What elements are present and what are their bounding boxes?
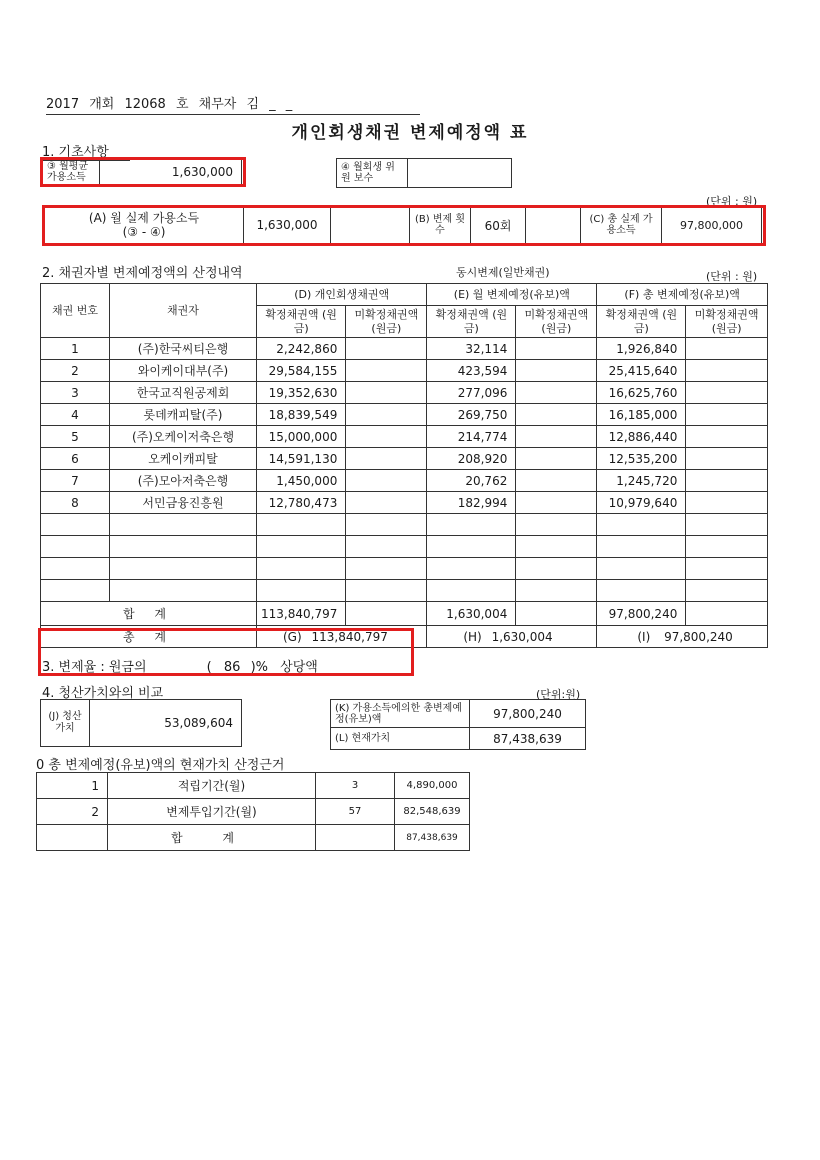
creditor-e-confirmed: 269,750 [427, 404, 516, 426]
document-title: 개인회생채권 변제예정액 표 [291, 123, 529, 143]
creditor-rows [41, 338, 768, 514]
creditor-e-confirmed: 32,114 [427, 338, 516, 360]
table-row [41, 360, 768, 382]
creditor-f-unconfirmed [686, 404, 768, 426]
basis-no: 2 [37, 799, 108, 825]
i-value: 97,800,240 [664, 629, 733, 644]
present-value-table [330, 699, 586, 750]
creditor-e-unconfirmed [516, 426, 597, 448]
creditor-name: (주)오케이저축은행 [110, 426, 257, 448]
c-value: 97,800,000 [662, 207, 762, 244]
sum-label: 합 계 [41, 602, 257, 626]
basis-months: 57 [316, 799, 395, 825]
creditor-d-unconfirmed [346, 404, 427, 426]
repayment-rate-line [42, 656, 412, 675]
creditor-d-unconfirmed [346, 382, 427, 404]
creditor-no: 8 [41, 492, 110, 514]
g-label: (G) [283, 629, 302, 644]
empty-row [41, 536, 768, 558]
table-row [41, 404, 768, 426]
creditor-d-confirmed: 2,242,860 [257, 338, 346, 360]
col-creditor: 채권자 [110, 284, 257, 338]
a-label: (A) 월 실제 가용소득 [88, 211, 200, 225]
col-e: (E) 월 변제예정(유보)액 [427, 284, 597, 306]
creditor-f-confirmed: 1,245,720 [597, 470, 686, 492]
creditor-f-unconfirmed [686, 338, 768, 360]
creditor-no: 4 [41, 404, 110, 426]
creditor-e-unconfirmed [516, 404, 597, 426]
creditor-f-unconfirmed [686, 448, 768, 470]
creditor-d-confirmed: 19,352,630 [257, 382, 346, 404]
monthly-income-label: ③ 월평균 가용소득 [43, 159, 100, 186]
f-confirmed: 확정채권액 (원금) [597, 306, 686, 338]
section1-heading: 1. 기초사항 [42, 141, 130, 161]
creditor-e-confirmed: 208,920 [427, 448, 516, 470]
total-label: 총 계 [41, 626, 257, 648]
basis-sum-value: 87,438,639 [395, 825, 470, 851]
basis-value: 4,890,000 [395, 773, 470, 799]
creditor-name: 와이케이대부(주) [110, 360, 257, 382]
sum-e: 1,630,004 [427, 602, 516, 626]
creditor-f-confirmed: 16,625,760 [597, 382, 686, 404]
d-confirmed: 확정채권액 (원금) [257, 306, 346, 338]
basis-value: 82,548,639 [395, 799, 470, 825]
table-row [41, 470, 768, 492]
i-cell [597, 626, 768, 648]
b-empty [526, 207, 581, 244]
creditor-no: 6 [41, 448, 110, 470]
basis-row [37, 773, 470, 799]
a-empty [331, 207, 410, 244]
creditor-f-unconfirmed [686, 426, 768, 448]
creditor-e-unconfirmed [516, 492, 597, 514]
a-sub: (③ - ④) [122, 225, 166, 239]
creditor-name: 롯데캐피탈(주) [110, 404, 257, 426]
repayment-rate-close: )% [250, 660, 269, 675]
empty-row [41, 514, 768, 536]
creditor-no: 3 [41, 382, 110, 404]
creditor-e-unconfirmed [516, 360, 597, 382]
l-label: (L) 현재가치 [331, 728, 470, 750]
creditor-name: 한국교직원공제회 [110, 382, 257, 404]
col-no: 채권 번호 [41, 284, 110, 338]
section2-heading: 2. 채권자별 변제예정액의 산정내역 [42, 266, 243, 281]
empty-row [41, 558, 768, 580]
creditor-no: 1 [41, 338, 110, 360]
creditor-f-unconfirmed [686, 470, 768, 492]
table-row [41, 338, 768, 360]
creditor-name: 서민금융진흥원 [110, 492, 257, 514]
h-value: 1,630,004 [491, 629, 553, 644]
creditor-e-unconfirmed [516, 448, 597, 470]
monthly-income-table [42, 158, 242, 186]
section5-heading: 0 총 변제예정(유보)액의 현재가치 산정근거 [36, 758, 285, 773]
total-row [41, 626, 768, 648]
creditor-d-unconfirmed [346, 426, 427, 448]
creditor-d-confirmed: 18,839,549 [257, 404, 346, 426]
creditor-d-confirmed: 14,591,130 [257, 448, 346, 470]
section2-subhead: 동시변제(일반채권) [456, 266, 550, 279]
creditor-d-confirmed: 12,780,473 [257, 492, 346, 514]
table-row [41, 492, 768, 514]
basis-sum-label: 합 계 [108, 825, 316, 851]
k-value: 97,800,240 [470, 700, 586, 728]
j-label: (J) 청산 가치 [41, 700, 90, 747]
col-d: (D) 개인회생채권액 [257, 284, 427, 306]
available-income-table [44, 206, 762, 244]
table-row [41, 382, 768, 404]
trustee-fee-label: ④ 월회생 위원 보수 [337, 159, 408, 188]
table-row [41, 448, 768, 470]
creditor-no: 7 [41, 470, 110, 492]
b-label: (B) 변제 횟수 [410, 207, 471, 244]
creditor-f-unconfirmed [686, 492, 768, 514]
basis-no: 1 [37, 773, 108, 799]
creditor-d-confirmed: 15,000,000 [257, 426, 346, 448]
case-header: 2017 개회 12068 호 채무자 김 _ _ [46, 93, 420, 115]
present-value-basis-table [36, 772, 470, 851]
creditor-e-confirmed: 423,594 [427, 360, 516, 382]
creditor-no: 5 [41, 426, 110, 448]
e-confirmed: 확정채권액 (원금) [427, 306, 516, 338]
creditor-e-unconfirmed [516, 382, 597, 404]
basis-sum-row [37, 825, 470, 851]
basis-label: 변제투입기간(월) [108, 799, 316, 825]
repayment-rate-open: ( [206, 660, 212, 675]
creditor-table [40, 283, 768, 648]
trustee-fee-table [336, 158, 512, 188]
h-cell [427, 626, 597, 648]
basis-row [37, 799, 470, 825]
creditor-e-confirmed: 182,994 [427, 492, 516, 514]
repayment-rate-suffix: 상당액 [280, 660, 318, 675]
creditor-e-confirmed: 20,762 [427, 470, 516, 492]
sum-f: 97,800,240 [597, 602, 686, 626]
h-label: (H) [463, 629, 482, 644]
creditor-f-unconfirmed [686, 360, 768, 382]
creditor-d-unconfirmed [346, 492, 427, 514]
g-value: 113,840,797 [311, 629, 388, 644]
g-cell [257, 626, 427, 648]
basis-label: 적립기간(월) [108, 773, 316, 799]
e-unconfirmed: 미확정채권액 (원금) [516, 306, 597, 338]
creditor-e-confirmed: 277,096 [427, 382, 516, 404]
c-label: (C) 총 실제 가용소득 [581, 207, 662, 244]
creditor-e-confirmed: 214,774 [427, 426, 516, 448]
creditor-d-confirmed: 1,450,000 [257, 470, 346, 492]
i-label: (I) [637, 629, 651, 644]
a-value: 1,630,000 [244, 207, 331, 244]
section4-heading: 4. 청산가치와의 비교 [42, 686, 164, 701]
creditor-f-confirmed: 12,886,440 [597, 426, 686, 448]
creditor-e-unconfirmed [516, 470, 597, 492]
creditor-d-unconfirmed [346, 470, 427, 492]
repayment-rate-label: 3. 변제율 : 원금의 [42, 660, 147, 675]
creditor-f-confirmed: 12,535,200 [597, 448, 686, 470]
creditor-d-unconfirmed [346, 338, 427, 360]
creditor-name: (주)모아저축은행 [110, 470, 257, 492]
f-unconfirmed: 미확정채권액 (원금) [686, 306, 768, 338]
creditor-d-confirmed: 29,584,155 [257, 360, 346, 382]
basis-months: 3 [316, 773, 395, 799]
creditor-f-confirmed: 1,926,840 [597, 338, 686, 360]
j-value: 53,089,604 [90, 700, 242, 747]
creditor-d-unconfirmed [346, 360, 427, 382]
monthly-income-value: 1,630,000 [100, 159, 242, 186]
table-row [41, 426, 768, 448]
col-f: (F) 총 변제예정(유보)액 [597, 284, 768, 306]
creditor-f-confirmed: 16,185,000 [597, 404, 686, 426]
creditor-no: 2 [41, 360, 110, 382]
creditor-e-unconfirmed [516, 338, 597, 360]
liquidation-value-table [40, 699, 242, 747]
section4-unit: (단위:원) [536, 688, 581, 701]
empty-row [41, 580, 768, 602]
trustee-fee-value [408, 159, 512, 188]
k-label: (K) 가용소득에의한 총변제예정(유보)액 [331, 700, 470, 728]
creditor-f-confirmed: 10,979,640 [597, 492, 686, 514]
sum-d: 113,840,797 [257, 602, 346, 626]
creditor-name: (주)한국씨티은행 [110, 338, 257, 360]
creditor-d-unconfirmed [346, 448, 427, 470]
l-value: 87,438,639 [470, 728, 586, 750]
basis-rows [37, 773, 470, 825]
d-unconfirmed: 미확정채권액 (원금) [346, 306, 427, 338]
section1-unit: (단위 : 원) [706, 195, 758, 208]
creditor-f-confirmed: 25,415,640 [597, 360, 686, 382]
a-label-cell [45, 207, 244, 244]
sum-row [41, 602, 768, 626]
repayment-rate-percent: 86 [223, 660, 241, 675]
creditor-name: 오케이캐피탈 [110, 448, 257, 470]
creditor-f-unconfirmed [686, 382, 768, 404]
b-value: 60회 [471, 207, 526, 244]
section2-unit: (단위 : 원) [706, 270, 758, 283]
